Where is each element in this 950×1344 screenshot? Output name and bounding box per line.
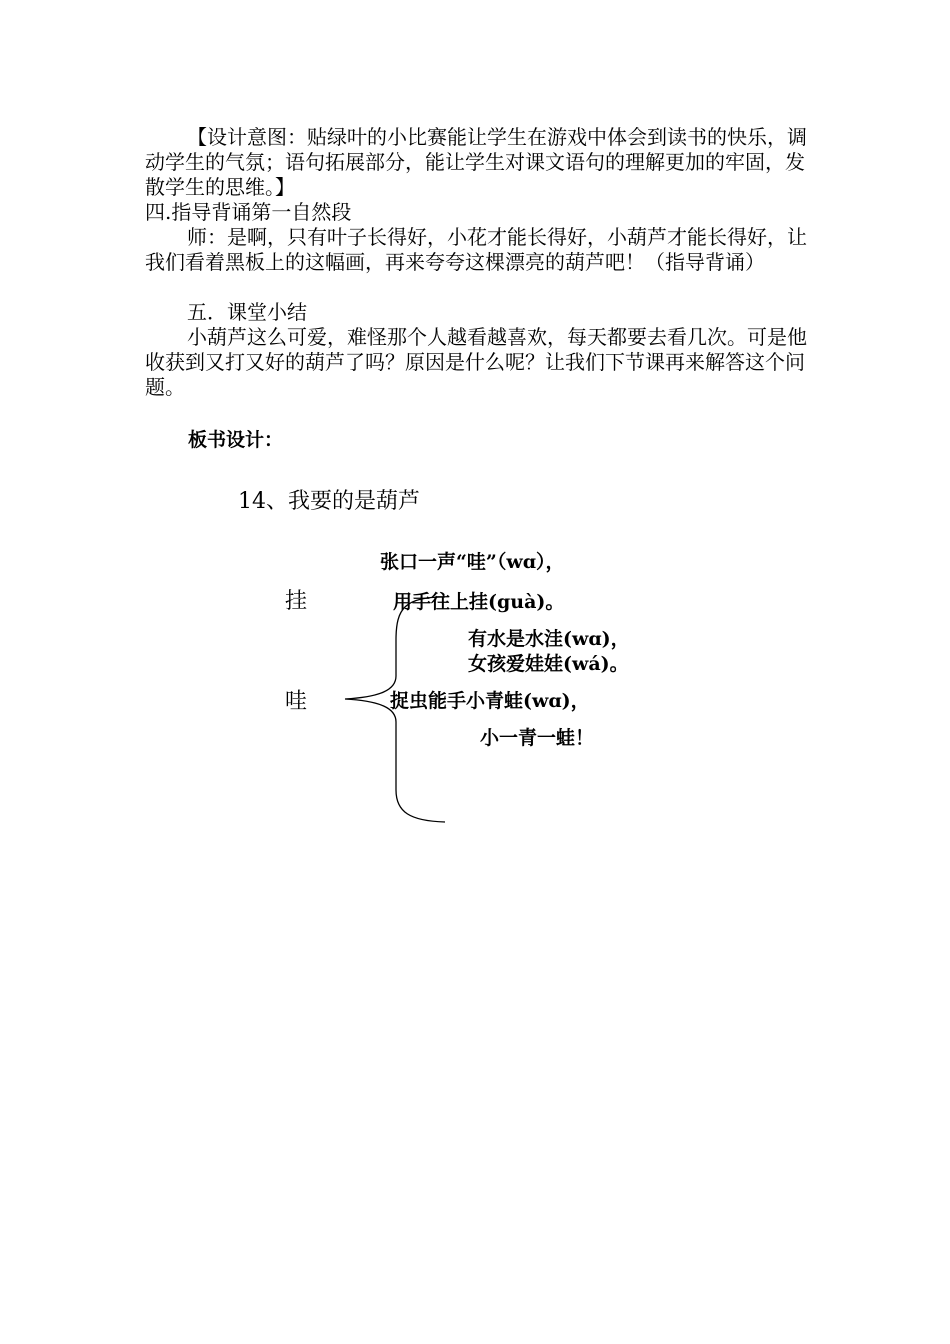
rhyme-line-1: 张口一声“哇”（wɑ）， [380, 551, 565, 573]
rhyme-line-4: 女孩爱娃娃(wá)。 [468, 653, 629, 675]
design-intent-paragraph: 【设计意图：贴绿叶的小比赛能让学生在游戏中体会到读书的快乐，调动学生的气氛；语句拓展部分，能让学生对课文语句的理解更加的牢固，发散学生的思维。】 [145, 125, 807, 199]
rhyme-line-2: 用手往上挂(guà)。 [393, 591, 565, 613]
board-design-heading: 板书设计： [188, 429, 284, 451]
section-5-title: 五．课堂小结 [187, 300, 307, 324]
rhyme-line-3: 有水是水洼(wɑ)， [468, 628, 630, 650]
summary-paragraph: 小葫芦这么可爱，难怪那个人越看越喜欢，每天都要去看几次。可是他收获到又打又好的葫芦了吗？原因是什么呢？让我们下节课再来解答这个问题。 [145, 325, 807, 399]
lesson-title: 14、我要的是葫芦 [238, 489, 420, 514]
section-4-title: 四.指导背诵第一自然段 [145, 200, 352, 224]
board-char-gua: 挂 [285, 589, 308, 614]
teacher-paragraph: 师：是啊，只有叶子长得好，小花才能长得好，小葫芦才能长得好，让我们看着黑板上的这幅画，再来夸夸这棵漂亮的葫芦吧！（指导背诵） [145, 225, 807, 274]
board-char-wa: 哇 [285, 689, 308, 714]
rhyme-line-5: 捉虫能手小青蛙(wɑ)， [390, 690, 590, 712]
rhyme-line-6: 小一青一蛙！ [480, 727, 595, 749]
